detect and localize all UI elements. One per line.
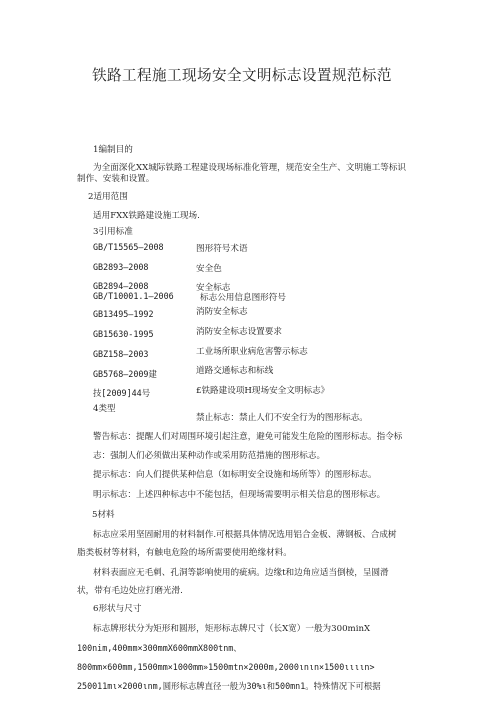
section-5-paragraph-2-line-1: 材料表面应无毛刺、孔洞等影响使用的疵病。边缘t和边角应适当倒棱，呈圆滑	[93, 568, 389, 578]
standard-code: GB/T15565—2008	[93, 242, 164, 252]
section-2-paragraph: 适用FXX铁路建设施工现场.	[93, 211, 200, 221]
standard-name: 安全标志	[196, 283, 231, 293]
section-6-heading: 6形状与尺寸	[93, 604, 142, 614]
standard-name: 图形符号术语	[196, 244, 248, 254]
standard-code: GB/T10001.1—2006	[93, 291, 174, 301]
standard-code: 技[2009]44号	[93, 388, 151, 398]
section-1-heading: 1编制目的	[93, 145, 133, 155]
standard-name: 消防安全标志设置要求	[196, 327, 282, 337]
standard-code: GB13495—1992	[93, 309, 154, 319]
standard-name: 标志公用信息图形符号	[200, 293, 286, 303]
document-title: 铁路工程施工现场安全文明标志设置规范标范	[92, 67, 392, 84]
standard-name: 道路交通标志和标线	[196, 366, 274, 376]
section-3-heading: 3引用标准	[93, 227, 133, 237]
section-4-heading: 4类型	[93, 404, 116, 414]
standard-code: GB2893—2008	[93, 262, 149, 272]
explicit-sign-text: 明示标志：上述四种标志中不能包括，但现场需要明示相关信息的图形标志。	[93, 490, 386, 500]
section-5-paragraph-1-line-2: 脂类板材等材料，有触电危险的场所需要使用绝缘材料。	[77, 548, 292, 558]
standard-code: GB15630-1995	[93, 329, 154, 339]
section-6-line-4: 250011mι×2000ιnm,圆形标志牌直径一般为30%ι和500mn1。特殊情况下可根据	[77, 681, 381, 691]
standard-code: GB2894—2008	[93, 281, 149, 291]
warning-sign-text-line-1: 警告标志：提醒人们对周围环境引起注意，避免可能发生危险的图形标志。指令标	[93, 432, 403, 442]
standard-name: 消防安全标志	[196, 307, 248, 317]
prohibit-sign-text: 禁止标志：禁止人们不安全行为的图形标志。	[196, 413, 368, 423]
section-1-paragraph-line-1: 为全面深化XX城际铁路工程建设现场标准化管理，规范安全生产、文明施工等标识	[93, 163, 407, 173]
standard-code: GBZ158—2003	[93, 349, 149, 359]
hint-sign-text: 提示标志：向人们提供某种信息（如标明安全设施和场所等）的图形标志。	[93, 470, 377, 480]
section-6-line-3: 800mm×600mm,1500mm×1000mm»1500mtn×2000m,2000ιnιn×1500ιιιιn>	[77, 662, 375, 672]
standard-name: £铁路建设项H现场安全文明标志》	[196, 386, 330, 396]
section-6-line-1: 标志牌形状分为矩形和圆形，矩形标志牌尺寸（长X宽）一般为300minX	[93, 624, 371, 634]
standard-name: 工业场所职业病危害警示标志	[196, 347, 308, 357]
standard-code: GB5768—2009建	[93, 369, 157, 379]
section-5-heading: 5材料	[92, 510, 115, 520]
section-2-heading: 2适用范围	[88, 192, 128, 202]
section-6-line-2: 100nim,400mm×300mmX600mmX800tnm、	[77, 643, 242, 653]
section-5-paragraph-2-line-2: 状，带有毛边处应打磨光滑.	[77, 586, 183, 596]
section-5-paragraph-1-line-1: 标志应采用坚固耐用的材料制作.可根据具体情况选用铝合金板、薄钢板、合成树	[93, 530, 397, 540]
section-1-paragraph-line-2: 制作、安装和设置。	[77, 174, 155, 184]
warning-sign-text-line-2: 志：强制人们必须做出某种动作或采用防范措施的图形标志。	[93, 451, 326, 461]
standard-name: 安全色	[196, 264, 222, 274]
